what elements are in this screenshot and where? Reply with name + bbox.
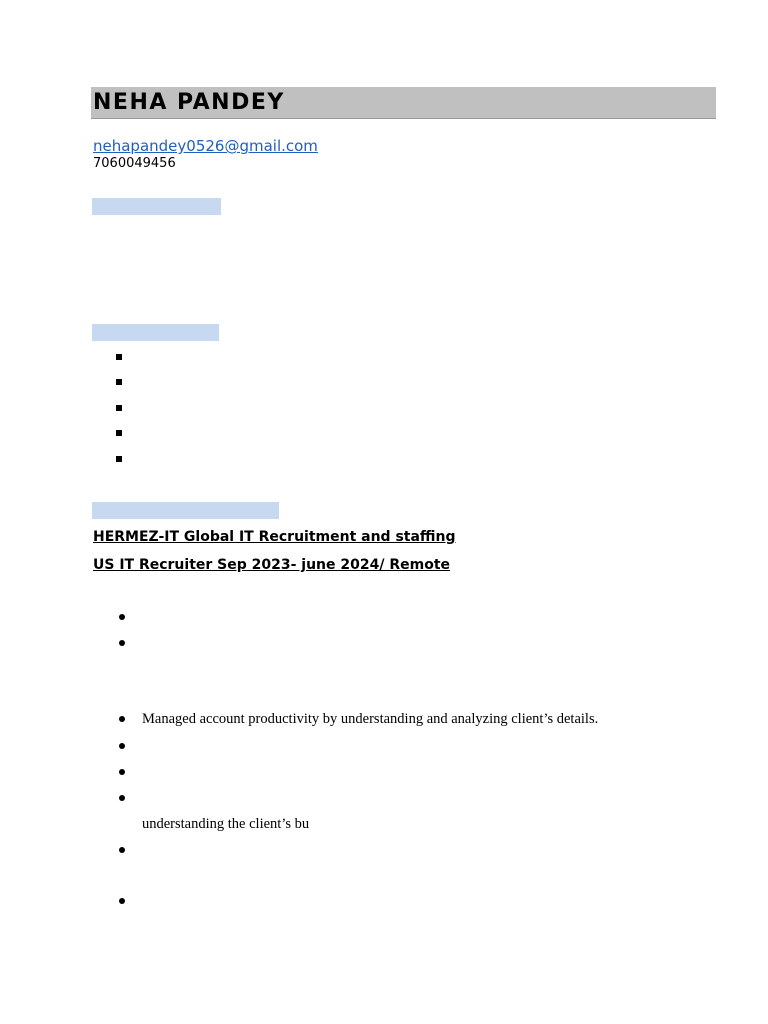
skill-bullet — [116, 354, 122, 360]
experience-bullet — [119, 640, 125, 646]
experience-bullet — [119, 847, 125, 853]
name-header-bar — [91, 87, 716, 119]
experience-bullet — [119, 743, 125, 749]
experience-bullet — [119, 769, 125, 775]
skill-bullet — [116, 405, 122, 411]
role-heading: US IT Recruiter Sep 2023- june 2024/ Remote — [93, 557, 451, 573]
experience-bullet-text: Managed account productivity by understanding and analyzing client’s details. — [142, 711, 599, 727]
skill-bullet — [116, 456, 122, 462]
experience-bullet — [119, 898, 125, 904]
skill-bullet — [116, 430, 122, 436]
experience-bullet — [119, 795, 125, 801]
section-heading-bar-3 — [92, 502, 279, 519]
experience-bullet — [119, 614, 125, 620]
section-heading-bar-1 — [92, 198, 221, 215]
experience-bullet-continuation-text: understanding the client’s bu — [142, 816, 310, 832]
phone-number: 7060049456 — [93, 156, 176, 171]
candidate-name: NEHA PANDEY — [93, 90, 285, 115]
section-heading-bar-2 — [92, 324, 219, 341]
company-heading: HERMEZ-IT Global IT Recruitment and staffing — [93, 529, 456, 545]
email-link[interactable]: nehapandey0526@gmail.com — [93, 137, 318, 155]
skill-bullet — [116, 379, 122, 385]
experience-bullet — [119, 716, 125, 722]
